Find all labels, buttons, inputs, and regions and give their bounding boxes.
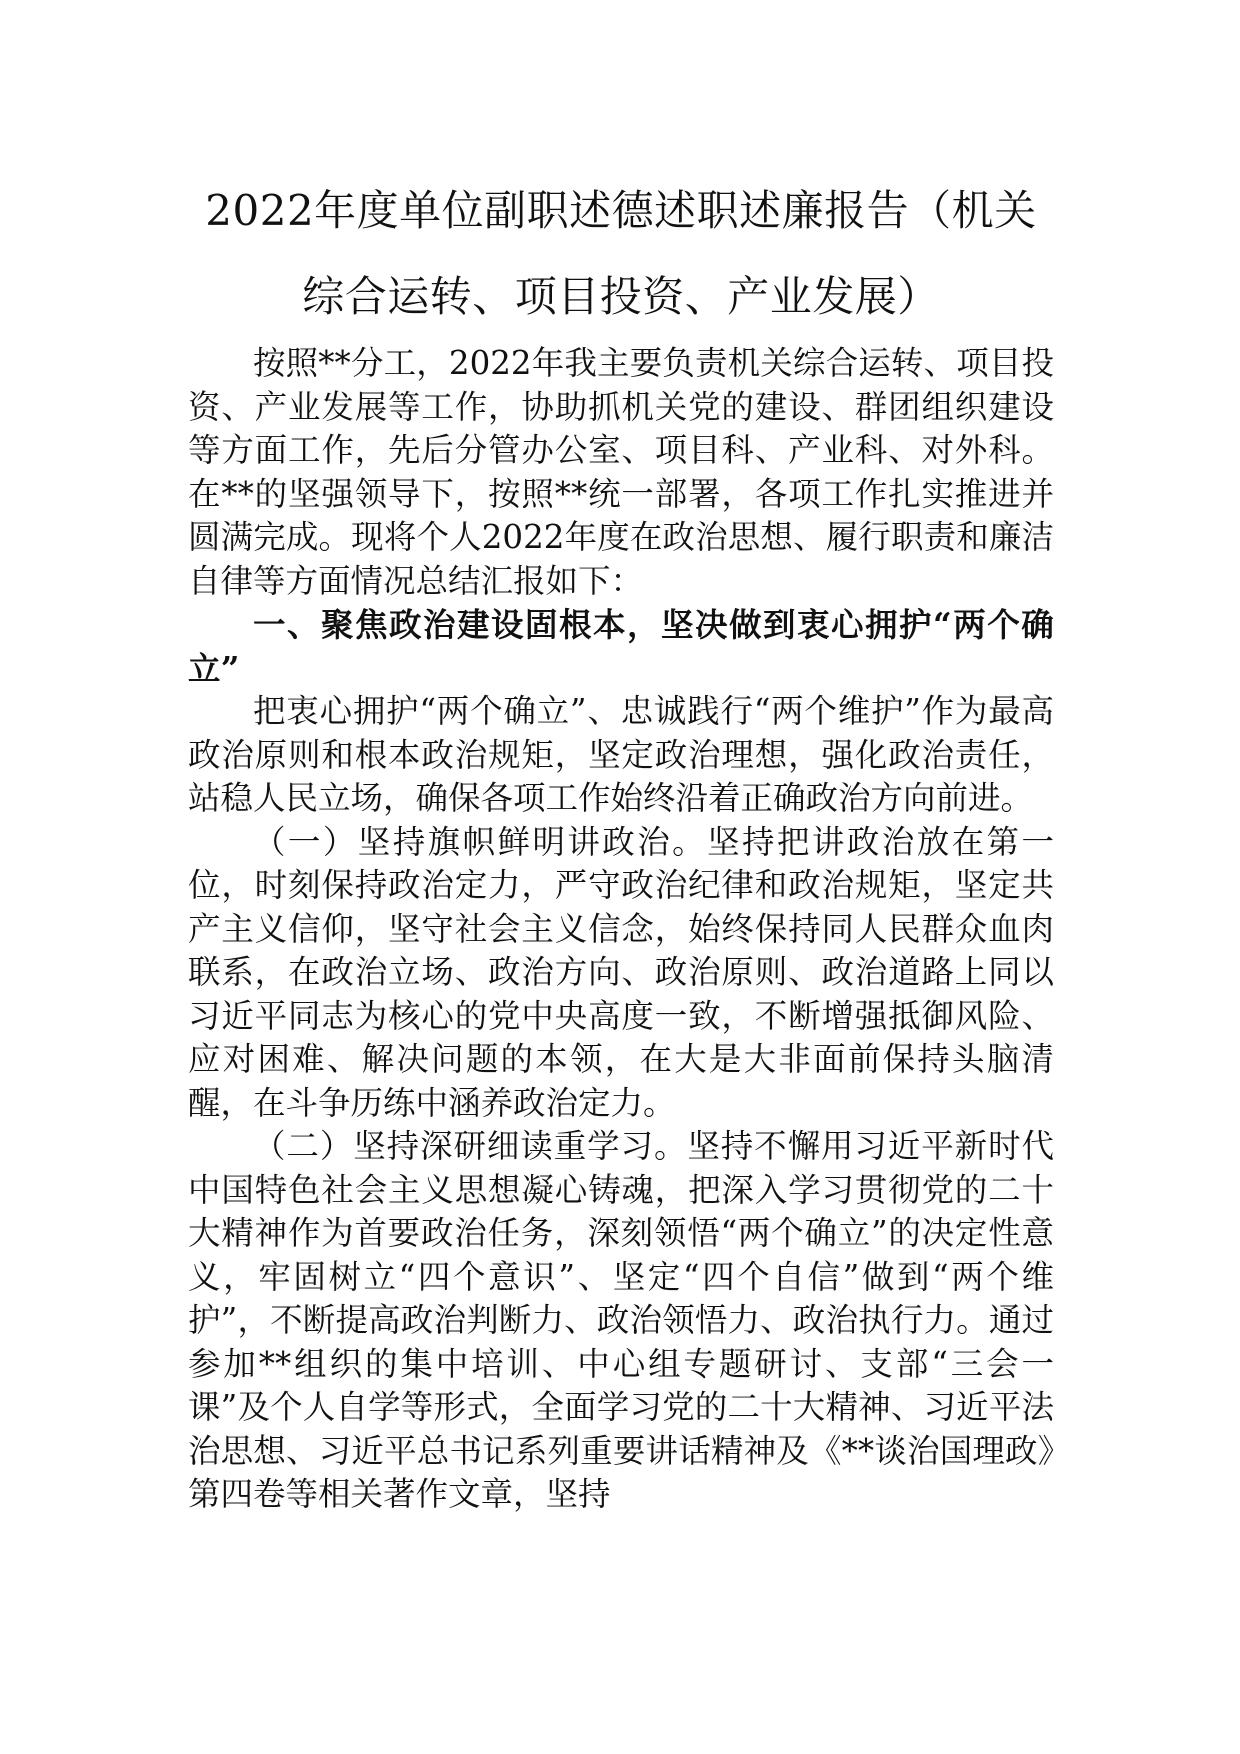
document-title: 2022年度单位副职述德述职述廉报告（机关综合运转、项目投资、产业发展） (205, 186, 1037, 321)
document-body (188, 342, 1054, 1517)
intro-paragraph: 按照**分工，2022年我主要负责机关综合运转、项目投资、产业发展等工作，协助抓机关党的建设、群团组织建设等方面工作，先后分管办公室、项目科、产业科、对外科。在**的坚强领导下，按照**统一部署，各项工作扎实推进并圆满完成。现将个人2022年度在政治思想、履行职责和廉洁自律等方面情况总结汇报如下： (188, 344, 1054, 600)
section-heading-1: 一、聚焦政治建设固根本，坚决做到衷心拥护“两个确立” (188, 605, 1054, 688)
subsection-2-paragraph: （二）坚持深研细读重学习。坚持不懈用习近平新时代中国特色社会主义思想凝心铸魂，把深入学习贯彻党的二十大精神作为首要政治任务，深刻领悟“两个确立”的决定性意义，牢固树立“四个意识”、坚定“四个自信”做到“两个维护”，不断提高政治判断力、政治领悟力、政治执行力。通过参加**组织的集中培训、中心组专题研讨、支部“三会一课”及个人自学等形式，全面学习党的二十大精神、习近平法治思想、习近平总书记系列重要讲话精神及《**谈治国理政》第四卷等相关著作文章，坚持 (188, 1127, 1054, 1513)
subsection-1-paragraph: （一）坚持旗帜鲜明讲政治。坚持把讲政治放在第一位，时刻保持政治定力，严守政治纪律和政治规矩，坚定共产主义信仰，坚守社会主义信念，始终保持同人民群众血肉联系，在政治立场、政治方向、政治原则、政治道路上同以习近平同志为核心的党中央高度一致，不断增强抵御风险、应对困难、解决问题的本领，在大是大非面前保持头脑清醒，在斗争历练中涵养政治定力。 (188, 822, 1054, 1122)
section-1-paragraph: 把衷心拥护“两个确立”、忠诚践行“两个维护”作为最高政治原则和根本政治规矩，坚定政治理想，强化政治责任，站稳人民立场，确保各项工作始终沿着正确政治方向前进。 (188, 692, 1054, 817)
